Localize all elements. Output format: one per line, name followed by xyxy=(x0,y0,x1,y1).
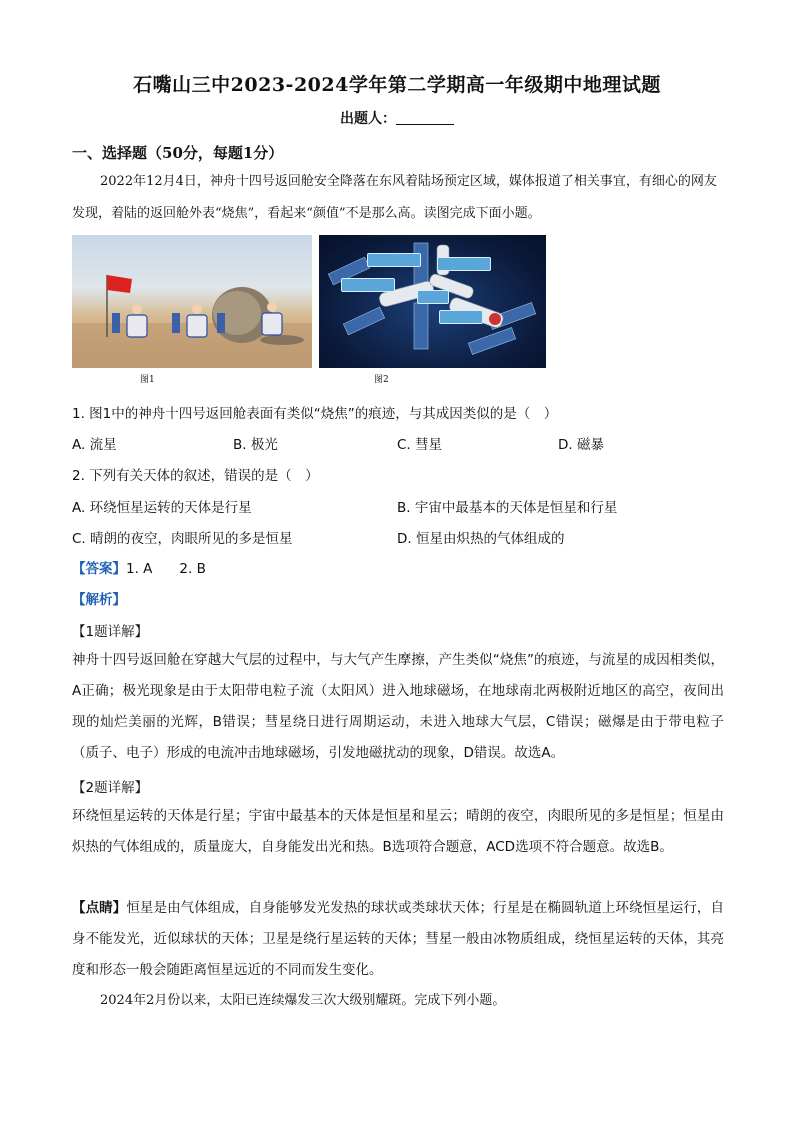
figure-1-landing-photo xyxy=(72,235,312,368)
station-label-1 xyxy=(367,253,421,267)
detail-2-heading: 【2题详解】 xyxy=(72,780,149,796)
author-line xyxy=(340,108,454,128)
answer-text: 1. A 2. B xyxy=(126,561,206,577)
tip-label: 【点睛】 xyxy=(72,900,127,916)
landing-scene-illustration xyxy=(72,235,312,368)
station-label-3 xyxy=(437,257,491,271)
q1-option-a: A. 流星 xyxy=(72,437,117,453)
section-heading: 一、选择题（50分，每题1分） xyxy=(72,144,284,162)
tip-text: 恒星是由气体组成，自身能够发光发热的球状或类球状天体；行星是在椭圆轨道上环绕恒星运行，自身不能发光，近似球状的天体；卫星是绕行星运转的天体；彗星一般由冰物质组成，绕恒星运转的天体，其亮度和形态一般会随距离恒星远近的不同而发生变化。 xyxy=(72,900,725,978)
detail-2-text: 环绕恒星运转的天体是行星；宇宙中最基本的天体是恒星和星云；晴朗的夜空，肉眼所见的多是恒星；恒星由炽热的气体组成的，质量庞大，自身能发出光和热。B选项符合题意，ACD选项不符合题意。故选B。 xyxy=(72,808,724,855)
page-title: 石嘴山三中2023-2024学年第二学期高一年级期中地理试题 xyxy=(133,74,661,96)
q2-option-c: C. 晴朗的夜空，肉眼所见的多是恒星 xyxy=(72,531,293,547)
author-blank xyxy=(396,110,454,125)
tip-paragraph xyxy=(72,893,724,986)
q1-option-b: B. 极光 xyxy=(233,437,278,453)
answer-line xyxy=(72,557,206,577)
question-intro: 2022年12月4日，神舟十四号返回舱安全降落在东风着陆场预定区域，媒体报道了相关事宜，有细心的网友发现，着陆的返回舱外表“烧焦”，看起来“颜值”不是那么高。读图完成下面小题。 xyxy=(72,174,717,221)
analysis-label: 【解析】 xyxy=(72,592,126,608)
station-label-2 xyxy=(341,278,395,292)
station-label-5 xyxy=(439,310,483,324)
q2-option-d: D. 恒星由炽热的气体组成的 xyxy=(397,531,565,547)
station-label-4 xyxy=(417,290,449,304)
answer-label: 【答案】 xyxy=(72,561,126,577)
figure-1-caption: 图1 xyxy=(140,375,155,385)
question-2-stem: 2. 下列有关天体的叙述，错误的是（ ） xyxy=(72,468,319,484)
analysis-line xyxy=(72,588,126,608)
q1-option-c: C. 彗星 xyxy=(397,437,443,453)
author-label: 出题人： xyxy=(340,111,396,127)
next-question-intro: 2024年2月份以来，太阳已连续爆发三次大级别耀斑。完成下列小题。 xyxy=(100,993,506,1008)
q2-option-a: A. 环绕恒星运转的天体是行星 xyxy=(72,500,252,516)
q2-option-b: B. 宇宙中最基本的天体是恒星和行星 xyxy=(397,500,618,516)
figure-2-space-station xyxy=(319,235,546,368)
detail-1-heading: 【1题详解】 xyxy=(72,624,149,640)
figure-2-caption: 图2 xyxy=(374,375,389,385)
q1-option-d: D. 磁暴 xyxy=(558,437,604,453)
question-1-stem: 1. 图1中的神舟十四号返回舱表面有类似“烧焦”的痕迹，与其成因类似的是（ ） xyxy=(72,406,558,422)
detail-1-text: 神舟十四号返回舱在穿越大气层的过程中，与大气产生摩擦，产生类似“烧焦”的痕迹，与流星的成因相类似，A正确；极光现象是由于太阳带电粒子流（太阳风）进入地球磁场，在地球南北两极附近地区的高空，夜间出现的灿烂美丽的光辉，B错误；彗星绕日进行周期运动，未进入地球大气层，C错误；磁爆是由于带电粒子（质子、电子）形成的电流冲击地球磁场，引发地磁扰动的现象，D错误。故选A。 xyxy=(72,652,724,761)
